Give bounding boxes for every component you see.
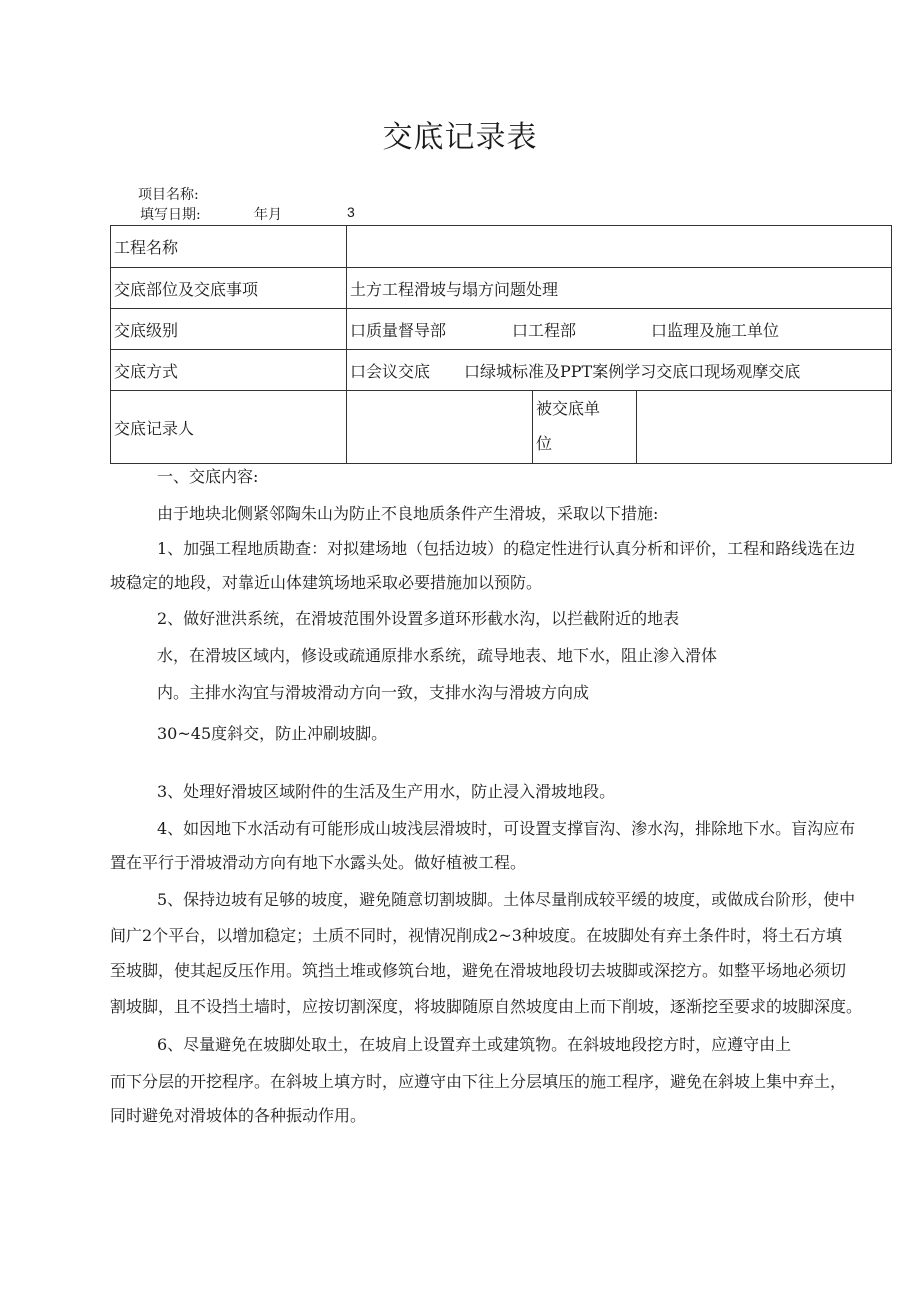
table-row	[111, 268, 892, 309]
table-row	[111, 226, 892, 268]
content-line: 30~45度斜交，防止冲刷坡脚。	[157, 724, 388, 743]
handover-level-options	[347, 309, 892, 350]
row-label-level: 交底级别	[111, 309, 347, 350]
content-line: 4、如因地下水活动有可能形成山坡浅层滑坡时，可设置支撑盲沟、渗水沟，排除地下水。盲沟应布	[157, 819, 856, 838]
row-label-project: 工程名称	[111, 226, 347, 268]
project-name-label: 项目名称:	[138, 187, 199, 203]
content-line: 内。主排水沟宜与滑坡滑动方向一致，支排水沟与滑坡方向成	[157, 683, 590, 702]
recipient-label-line2: 位	[536, 434, 553, 453]
project-name-value	[347, 226, 892, 268]
content-line: 2、做好泄洪系统，在滑坡范围外设置多道环形截水沟，以拦截附近的地表	[157, 609, 680, 628]
recipient-label-line1: 被交底单	[536, 399, 601, 418]
row-label-item: 交底部位及交底事项	[111, 268, 347, 309]
content-line: 1、加强工程地质勘查：对拟建场地（包括边坡）的稳定性进行认真分析和评价，工程和路线选在边	[157, 539, 856, 558]
content-line: 置在平行于滑坡滑动方向有地下水露头处。做好植被工程。	[110, 853, 527, 872]
level-option-quality[interactable]: 口质量督导部	[350, 320, 447, 340]
page-mark: 3	[347, 204, 355, 220]
fill-date-label: 填写日期:	[140, 207, 201, 223]
fill-date-year-month: 年月	[254, 207, 282, 223]
table-row	[111, 350, 892, 391]
content-line: 至坡脚，使其起反压作用。筑挡土堆或修筑台地，避免在滑坡地段切去坡脚或深挖方。如整平场地必须切	[110, 961, 847, 980]
row-label-method: 交底方式	[111, 350, 347, 391]
table-row	[111, 391, 892, 464]
level-option-engineering[interactable]: 口工程部	[512, 320, 577, 340]
content-line: 而下分层的开挖程序。在斜坡上填方时，应遵守由下往上分层填压的施工程序，避免在斜坡上集中弃土，	[110, 1072, 847, 1091]
recorder-value	[347, 391, 533, 464]
content-line: 同时避免对滑坡体的各种振动作用。	[110, 1106, 367, 1125]
page-title: 交底记录表	[382, 120, 538, 155]
table-row	[111, 309, 892, 350]
handover-item-value: 土方工程滑坡与塌方问题处理	[347, 268, 892, 309]
content-line: 3、处理好滑坡区域附件的生活及生产用水，防止浸入滑坡地段。	[157, 782, 616, 801]
section-heading: 一、交底内容:	[157, 467, 259, 486]
recipient-label	[533, 391, 637, 464]
content-line: 割坡脚，且不设挡土墙时，应按切割深度，将坡脚随原自然坡度由上而下削坡，逐渐挖至要求的坡脚深度。	[110, 997, 863, 1016]
content-line: 间广2个平台，以增加稳定；土质不同时，视情况削成2~3种坡度。在坡脚处有弃土条件时，将土石方填	[110, 926, 842, 945]
content-line: 6、尽量避免在坡脚处取土，在坡肩上设置弃土或建筑物。在斜坡地段挖方时，应遵守由上	[157, 1035, 792, 1054]
content-line: 坡稳定的地段，对靠近山体建筑场地采取必要措施加以预防。	[110, 573, 543, 592]
content-line: 水，在滑坡区域内，修设或疏通原排水系统，疏导地表、地下水，阻止渗入滑体	[157, 646, 718, 665]
row-label-recorder: 交底记录人	[111, 391, 347, 464]
handover-method-options	[347, 350, 892, 391]
content-line: 5、保持边坡有足够的坡度，避免随意切割坡脚。土体尽量削成较平缓的坡度，或做成台阶形，使中	[157, 890, 856, 909]
handover-form-table	[110, 225, 892, 464]
level-option-supervision[interactable]: 口监理及施工单位	[651, 320, 780, 340]
content-intro: 由于地块北侧紧邻陶朱山为防止不良地质条件产生滑坡，采取以下措施:	[157, 504, 659, 523]
recipient-value	[637, 391, 892, 464]
method-option-standard-ppt-site[interactable]: 口绿城标准及PPT案例学习交底口现场观摩交底	[464, 361, 801, 381]
method-option-meeting[interactable]: 口会议交底	[350, 361, 431, 381]
